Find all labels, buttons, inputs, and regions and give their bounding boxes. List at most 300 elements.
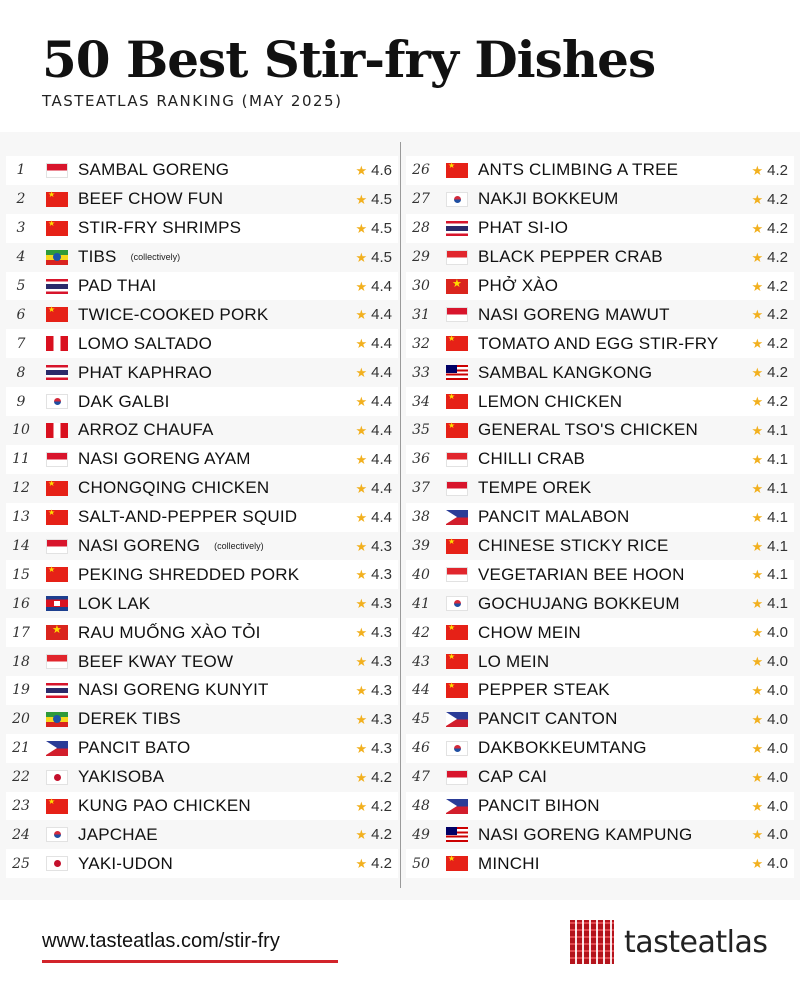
rating-value: 4.3 xyxy=(371,595,392,613)
dish-rating xyxy=(751,653,788,670)
dish-rating xyxy=(355,422,392,439)
dish-name: PAD THAI xyxy=(78,276,157,295)
rating-value: 4.3 xyxy=(371,624,392,642)
dish-name: VEGETARIAN BEE HOON xyxy=(478,564,685,584)
rating-value: 4.4 xyxy=(371,277,392,295)
dish-name: NASI GORENG MAWUT xyxy=(478,304,670,324)
ranking-row xyxy=(406,705,794,734)
rank-number: 26 xyxy=(412,162,430,179)
dish-rating xyxy=(355,566,392,583)
dish-rating xyxy=(355,595,392,612)
flag-cn-icon xyxy=(446,625,468,640)
dish-rating xyxy=(751,538,788,555)
ranking-row xyxy=(6,358,398,387)
flag-cn-icon xyxy=(46,192,68,207)
rank-number: 39 xyxy=(412,538,430,555)
rank-number: 36 xyxy=(412,451,430,468)
dish-name: TEMPE OREK xyxy=(478,478,592,498)
rank-number: 24 xyxy=(12,826,30,843)
rating-value: 4.4 xyxy=(371,364,392,382)
rank-number: 43 xyxy=(412,653,430,670)
flag-cn-icon xyxy=(46,221,68,236)
flag-et-icon xyxy=(46,250,68,265)
ranking-row xyxy=(406,676,794,705)
dish-rating xyxy=(751,624,788,641)
rating-value: 4.2 xyxy=(767,335,788,353)
ranking-row xyxy=(6,185,398,214)
flag-cn-icon xyxy=(46,481,68,496)
ranking-row xyxy=(406,618,794,647)
ranking-row xyxy=(406,503,794,532)
star-icon: ★ xyxy=(355,249,368,265)
dish-rating xyxy=(355,364,392,381)
ranking-row xyxy=(406,185,794,214)
dish-name: NASI GORENG KUNYIT xyxy=(78,680,269,700)
dish-rating xyxy=(751,191,788,208)
rank-number: 12 xyxy=(12,480,30,497)
rating-value: 4.4 xyxy=(371,479,392,497)
flag-kr-icon xyxy=(446,741,468,756)
flag-cn-icon xyxy=(46,799,68,814)
rating-value: 4.0 xyxy=(767,710,788,728)
rating-value: 4.5 xyxy=(371,248,392,266)
ranking-row xyxy=(406,647,794,676)
dish-name: MINCHI xyxy=(478,853,540,873)
star-icon: ★ xyxy=(751,625,764,641)
rating-value: 4.0 xyxy=(767,653,788,671)
star-icon: ★ xyxy=(355,740,368,756)
dish-name: PANCIT BIHON xyxy=(478,796,600,816)
star-icon: ★ xyxy=(751,336,764,352)
star-icon: ★ xyxy=(751,422,764,438)
dish-name: CHONGQING CHICKEN xyxy=(78,478,270,498)
flag-sg-icon xyxy=(446,452,468,467)
flag-cn-icon xyxy=(446,163,468,178)
star-icon: ★ xyxy=(751,740,764,756)
star-icon: ★ xyxy=(355,769,368,785)
ranking-row xyxy=(6,849,398,878)
ranking-row xyxy=(6,243,398,272)
rating-value: 4.4 xyxy=(371,335,392,353)
dish-rating xyxy=(355,682,392,699)
flag-cn-icon xyxy=(446,336,468,351)
dish-name: SAMBAL KANGKONG xyxy=(478,362,653,382)
dish-name: KUNG PAO CHICKEN xyxy=(78,796,251,816)
flag-cn-icon xyxy=(446,423,468,438)
dish-name: TOMATO AND EGG STIR-FRY xyxy=(478,333,719,353)
rating-value: 4.2 xyxy=(767,393,788,411)
dish-name: NASI GORENG KAMPUNG xyxy=(478,824,693,844)
rank-number: 49 xyxy=(412,826,430,843)
ranking-row xyxy=(406,214,794,243)
flag-kh-icon xyxy=(46,596,68,611)
dish-name: BEEF CHOW FUN xyxy=(78,189,224,209)
rank-number: 10 xyxy=(12,422,30,439)
dish-name: BLACK PEPPER CRAB xyxy=(478,247,663,267)
dish-name: DAK GALBI xyxy=(78,391,170,411)
dish-rating xyxy=(355,509,392,526)
ranking-row xyxy=(6,300,398,329)
ranking-row xyxy=(6,618,398,647)
dish-rating xyxy=(751,480,788,497)
flag-sg-icon xyxy=(46,654,68,669)
flag-cn-icon xyxy=(46,567,68,582)
footer-underline xyxy=(42,960,338,963)
dish-rating xyxy=(751,566,788,583)
dish-rating xyxy=(751,509,788,526)
rank-number: 44 xyxy=(412,682,430,699)
column-divider xyxy=(400,142,401,888)
rank-number: 35 xyxy=(412,422,430,439)
ranking-row xyxy=(6,820,398,849)
dish-name: DEREK TIBS xyxy=(78,709,181,729)
dish-rating xyxy=(751,769,788,786)
dish-rating xyxy=(355,162,392,179)
dish-name: LOMO SALTADO xyxy=(78,333,213,353)
flag-et-icon xyxy=(46,712,68,727)
rating-value: 4.2 xyxy=(371,797,392,815)
rank-number: 20 xyxy=(12,711,30,728)
rating-value: 4.4 xyxy=(371,508,392,526)
dish-rating xyxy=(751,393,788,410)
dish-rating xyxy=(751,855,788,872)
rating-value: 4.2 xyxy=(767,364,788,382)
rank-number: 3 xyxy=(16,220,26,237)
rating-value: 4.4 xyxy=(371,393,392,411)
dish-rating xyxy=(751,306,788,323)
dish-rating xyxy=(355,711,392,728)
rating-value: 4.0 xyxy=(767,855,788,873)
ranking-row xyxy=(6,589,398,618)
dish-name: PEKING SHREDDED PORK xyxy=(78,564,300,584)
rating-value: 4.0 xyxy=(767,768,788,786)
star-icon: ★ xyxy=(355,711,368,727)
flag-cn-icon xyxy=(46,307,68,322)
rating-value: 4.1 xyxy=(767,421,788,439)
rank-number: 6 xyxy=(16,306,26,323)
dish-name: TWICE-COOKED PORK xyxy=(78,304,269,324)
dish-rating xyxy=(751,220,788,237)
star-icon: ★ xyxy=(751,278,764,294)
rank-number: 22 xyxy=(12,769,30,786)
dish-rating xyxy=(751,162,788,179)
ranking-row xyxy=(406,445,794,474)
ranking-row xyxy=(6,734,398,763)
star-icon: ★ xyxy=(751,567,764,583)
flag-sg-icon xyxy=(446,250,468,265)
flag-jp-icon xyxy=(46,770,68,785)
star-icon: ★ xyxy=(751,654,764,670)
dish-rating xyxy=(355,220,392,237)
star-icon: ★ xyxy=(355,307,368,323)
flag-id-icon xyxy=(46,163,68,178)
rating-value: 4.1 xyxy=(767,595,788,613)
ranking-row xyxy=(6,329,398,358)
dish-name: YAKISOBA xyxy=(78,767,165,787)
rank-number: 14 xyxy=(12,538,30,555)
flag-th-icon xyxy=(446,221,468,236)
flag-cn-icon xyxy=(46,510,68,525)
star-icon: ★ xyxy=(751,191,764,207)
rating-value: 4.2 xyxy=(371,768,392,786)
rating-value: 4.3 xyxy=(371,681,392,699)
ranking-row xyxy=(6,387,398,416)
ranking-row xyxy=(6,156,398,185)
ranking-row xyxy=(6,503,398,532)
dish-rating xyxy=(751,740,788,757)
dish-name: PEPPER STEAK xyxy=(478,680,610,700)
flag-kr-icon xyxy=(46,827,68,842)
rating-value: 4.4 xyxy=(371,421,392,439)
ranking-row xyxy=(6,532,398,561)
dish-name: RAU MUỐNG XÀO TỎI xyxy=(78,622,261,642)
rank-number: 9 xyxy=(16,393,26,410)
rating-value: 4.2 xyxy=(767,219,788,237)
flag-pe-icon xyxy=(46,423,68,438)
rating-value: 4.1 xyxy=(767,508,788,526)
rank-number: 4 xyxy=(16,249,26,266)
dish-rating xyxy=(355,191,392,208)
dish-rating xyxy=(355,653,392,670)
rank-number: 40 xyxy=(412,566,430,583)
flag-id-icon xyxy=(46,452,68,467)
dish-rating xyxy=(355,335,392,352)
ranking-row xyxy=(406,300,794,329)
tasteatlas-logo xyxy=(570,920,768,964)
dish-name: JAPCHAE xyxy=(78,824,158,844)
dish-name: GOCHUJANG BOKKEUM xyxy=(478,593,680,613)
ranking-row xyxy=(6,272,398,301)
dish-name: TIBS xyxy=(78,247,117,267)
dish-name: NAKJI BOKKEUM xyxy=(478,189,619,209)
rank-number: 2 xyxy=(16,191,26,208)
star-icon: ★ xyxy=(751,249,764,265)
ranking-row xyxy=(6,214,398,243)
rank-number: 34 xyxy=(412,393,430,410)
rating-value: 4.2 xyxy=(767,248,788,266)
flag-vn-icon xyxy=(446,279,468,294)
star-icon: ★ xyxy=(355,162,368,178)
rank-number: 45 xyxy=(412,711,430,728)
dish-name: LEMON CHICKEN xyxy=(478,391,623,411)
rating-value: 4.6 xyxy=(371,161,392,179)
ranking-row xyxy=(406,589,794,618)
page-title: 50 Best Stir-fry Dishes xyxy=(42,30,656,89)
flag-kr-icon xyxy=(446,192,468,207)
rank-number: 31 xyxy=(412,306,430,323)
star-icon: ★ xyxy=(751,451,764,467)
star-icon: ★ xyxy=(751,509,764,525)
star-icon: ★ xyxy=(355,191,368,207)
dish-name: CAP CAI xyxy=(478,767,548,787)
rank-number: 42 xyxy=(412,624,430,641)
rank-number: 7 xyxy=(16,335,26,352)
dish-name: YAKI-UDON xyxy=(78,853,173,873)
dish-name: ARROZ CHAUFA xyxy=(78,420,214,440)
ranking-row xyxy=(406,474,794,503)
dish-name: SALT-AND-PEPPER SQUID xyxy=(78,507,298,527)
dish-rating xyxy=(751,364,788,381)
flag-my-icon xyxy=(446,365,468,380)
star-icon: ★ xyxy=(355,220,368,236)
ranking-row xyxy=(6,676,398,705)
dish-rating xyxy=(751,595,788,612)
dish-rating xyxy=(355,538,392,555)
ranking-row xyxy=(406,272,794,301)
page-subtitle: TASTEATLAS RANKING (MAY 2025) xyxy=(42,92,343,110)
logo-checker-icon xyxy=(570,920,614,964)
dish-rating xyxy=(751,249,788,266)
flag-th-icon xyxy=(46,279,68,294)
rank-number: 33 xyxy=(412,364,430,381)
rating-value: 4.5 xyxy=(371,219,392,237)
flag-cn-icon xyxy=(446,539,468,554)
star-icon: ★ xyxy=(751,711,764,727)
ranking-row xyxy=(6,792,398,821)
dish-rating xyxy=(751,826,788,843)
rank-number: 8 xyxy=(16,364,26,381)
flag-cn-icon xyxy=(446,654,468,669)
star-icon: ★ xyxy=(751,307,764,323)
rating-value: 4.2 xyxy=(767,306,788,324)
rank-number: 29 xyxy=(412,249,430,266)
star-icon: ★ xyxy=(751,596,764,612)
rating-value: 4.4 xyxy=(371,306,392,324)
rank-number: 27 xyxy=(412,191,430,208)
dish-rating xyxy=(355,624,392,641)
dish-rating xyxy=(355,798,392,815)
ranking-row xyxy=(406,243,794,272)
rank-number: 23 xyxy=(12,798,30,815)
star-icon: ★ xyxy=(355,509,368,525)
rank-number: 46 xyxy=(412,740,430,757)
star-icon: ★ xyxy=(751,682,764,698)
rank-number: 32 xyxy=(412,335,430,352)
dish-rating xyxy=(751,711,788,728)
rating-value: 4.3 xyxy=(371,653,392,671)
dish-rating xyxy=(355,393,392,410)
rank-number: 1 xyxy=(16,162,26,179)
dish-rating xyxy=(751,278,788,295)
flag-ph-icon xyxy=(446,799,468,814)
star-icon: ★ xyxy=(751,394,764,410)
rank-number: 17 xyxy=(12,624,30,641)
flag-jp-icon xyxy=(46,856,68,871)
star-icon: ★ xyxy=(355,451,368,467)
flag-sg-icon xyxy=(446,567,468,582)
ranking-row xyxy=(406,820,794,849)
star-icon: ★ xyxy=(355,596,368,612)
flag-ph-icon xyxy=(446,712,468,727)
dish-note: (collectively) xyxy=(214,541,264,552)
dish-name: SAMBAL GORENG xyxy=(78,160,230,180)
ranking-column-left xyxy=(6,156,398,878)
rating-value: 4.2 xyxy=(371,855,392,873)
ranking-row xyxy=(6,445,398,474)
rating-value: 4.0 xyxy=(767,826,788,844)
footer-url-link[interactable]: www.tasteatlas.com/stir-fry xyxy=(42,930,280,952)
rank-number: 38 xyxy=(412,509,430,526)
dish-rating xyxy=(751,798,788,815)
ranking-row xyxy=(406,849,794,878)
rank-number: 28 xyxy=(412,220,430,237)
star-icon: ★ xyxy=(751,769,764,785)
dish-note: (collectively) xyxy=(130,252,181,263)
ranking-panel xyxy=(0,132,800,900)
rating-value: 4.1 xyxy=(767,566,788,584)
star-icon: ★ xyxy=(355,480,368,496)
rating-value: 4.3 xyxy=(371,710,392,728)
dish-name: NASI GORENG AYAM xyxy=(78,449,251,469)
flag-kr-icon xyxy=(446,596,468,611)
rating-value: 4.3 xyxy=(371,739,392,757)
rating-value: 4.2 xyxy=(371,826,392,844)
dish-rating xyxy=(751,422,788,439)
ranking-row xyxy=(406,763,794,792)
dish-rating xyxy=(355,278,392,295)
rating-value: 4.2 xyxy=(767,161,788,179)
flag-ph-icon xyxy=(46,741,68,756)
rank-number: 48 xyxy=(412,798,430,815)
dish-name: STIR-FRY SHRIMPS xyxy=(78,218,242,238)
star-icon: ★ xyxy=(355,798,368,814)
star-icon: ★ xyxy=(355,422,368,438)
flag-id-icon xyxy=(46,539,68,554)
rating-value: 4.0 xyxy=(767,624,788,642)
dish-name: PANCIT BATO xyxy=(78,738,191,758)
ranking-row xyxy=(406,560,794,589)
rating-value: 4.5 xyxy=(371,190,392,208)
ranking-row xyxy=(406,532,794,561)
ranking-row xyxy=(6,763,398,792)
dish-rating xyxy=(355,740,392,757)
dish-name: PANCIT CANTON xyxy=(478,709,618,729)
star-icon: ★ xyxy=(751,480,764,496)
flag-cn-icon xyxy=(446,394,468,409)
ranking-row xyxy=(6,474,398,503)
rank-number: 5 xyxy=(16,278,26,294)
ranking-row xyxy=(406,416,794,445)
dish-rating xyxy=(355,451,392,468)
logo-text: tasteatlas xyxy=(624,924,768,960)
dish-rating xyxy=(355,826,392,843)
ranking-row xyxy=(406,792,794,821)
dish-name: CHINESE STICKY RICE xyxy=(478,536,669,556)
rating-value: 4.2 xyxy=(767,190,788,208)
star-icon: ★ xyxy=(355,394,368,410)
dish-rating xyxy=(355,855,392,872)
ranking-row xyxy=(6,560,398,589)
flag-pe-icon xyxy=(46,336,68,351)
rating-value: 4.4 xyxy=(371,450,392,468)
rating-value: 4.0 xyxy=(767,681,788,699)
dish-name: GENERAL TSO'S CHICKEN xyxy=(478,420,698,440)
rank-number: 50 xyxy=(412,855,430,872)
ranking-row xyxy=(6,647,398,676)
flag-my-icon xyxy=(446,827,468,842)
flag-ph-icon xyxy=(446,510,468,525)
rank-number: 37 xyxy=(412,480,430,497)
star-icon: ★ xyxy=(751,220,764,236)
rank-number: 21 xyxy=(12,740,30,757)
flag-vn-icon xyxy=(46,625,68,640)
dish-name: BEEF KWAY TEOW xyxy=(78,651,234,671)
dish-rating xyxy=(751,682,788,699)
rank-number: 47 xyxy=(412,769,430,786)
star-icon: ★ xyxy=(355,654,368,670)
dish-rating xyxy=(751,335,788,352)
flag-th-icon xyxy=(46,365,68,380)
